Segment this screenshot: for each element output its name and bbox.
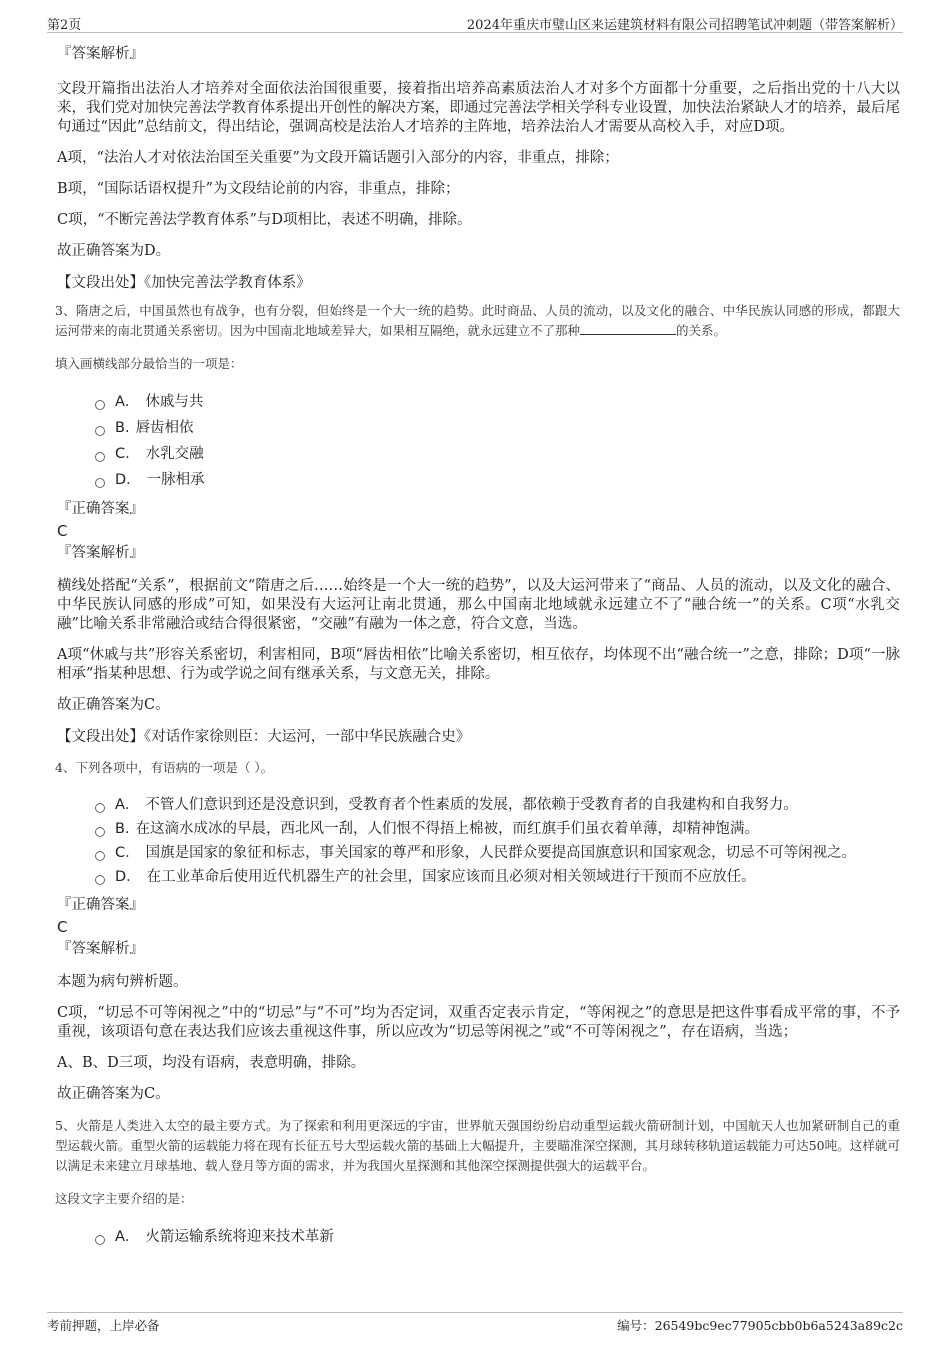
q3-stem-end: 的关系。: [676, 323, 727, 338]
q2-source: [57, 273, 900, 293]
radio-icon[interactable]: [95, 875, 105, 885]
radio-icon[interactable]: [95, 851, 105, 861]
source-title: 《对话作家徐则臣：大运河，一部中华民族融合史》: [144, 729, 471, 745]
q3-stem: [55, 301, 900, 341]
q3-option-a[interactable]: A． 休戚与共: [95, 389, 900, 415]
fill-blank: [580, 321, 676, 335]
q4-option-b[interactable]: B. 在这滴水成冰的早晨，西北风一刮，人们恨不得捂上棉被，而红旗手们虽衣着单薄，却精神饱满。: [95, 817, 900, 841]
source-label: 【文段出处】: [57, 275, 144, 291]
page-footer: [47, 1312, 903, 1337]
q4-options: [95, 793, 900, 889]
q4-analysis-p1: 本题为病句辨析题。: [57, 974, 188, 990]
q4-stem: 4、下列各项中，有语病的一项是（ ）。: [55, 760, 274, 775]
radio-icon[interactable]: [95, 400, 105, 410]
radio-icon[interactable]: [95, 478, 105, 488]
q3-source: [57, 727, 900, 747]
q3-option-d[interactable]: D． 一脉相承: [95, 467, 900, 493]
source-label: 【文段出处】: [57, 729, 144, 745]
q3-analysis-p1: 横线处搭配“关系”，根据前文“隋唐之后……始终是一个大一统的趋势”，以及大运河带来了“商品、人员的流动，以及文化的融合、中华民族认同感的形成”可知，如果没有大运河让南北贯通，那么中国南北地域就永远建立不了“融合统一”的关系。C项“水乳交融”比喻关系非常融洽或结合得很紧密，“交融”有融为一体之意，符合文意，当选。: [57, 578, 900, 632]
footer-slogan: 考前押题，上岸必备: [47, 1318, 160, 1333]
correct-answer-label: 『正确答案』: [57, 897, 144, 913]
q5-options: [95, 1224, 900, 1250]
q2-analysis-p1: 文段开篇指出法治人才培养对全面依法治国很重要，接着指出培养高素质法治人才对多个方面都十分重要，之后指出党的十八大以来，我们党对加快完善法学教育体系提出开创性的解决方案，即通过完善法学相关学科专业设置，加快法治紧缺人才的培养，最后尾句通过“因此”总结前文，得出结论，强调高校是法治人才培养的主阵地，培养法治人才需要从高校入手，对应D项。: [57, 81, 900, 135]
q4-option-c[interactable]: C． 国旗是国家的象征和标志，事关国家的尊严和形象，人民群众要提高国旗意识和国家观念，切忌不可等闲视之。: [95, 841, 900, 865]
q3-prompt: 填入画横线部分最恰当的一项是：: [55, 356, 243, 371]
radio-icon[interactable]: [95, 1235, 105, 1245]
q3-analysis-p2: A项“休戚与共”形容关系密切，利害相同，B项“唇齿相依”比喻关系密切，相互依存，均体现不出“融合统一”之意，排除；D项“一脉相承”指某种思想、行为或学说之间有继承关系，与文意无关，排除。: [57, 647, 900, 682]
analysis-label: 『答案解析』: [57, 941, 144, 957]
analysis-label: 『答案解析』: [57, 46, 144, 62]
source-title: 《加快完善法学教育体系》: [144, 275, 311, 291]
q4-analysis-p2: C项，“切忌不可等闲视之”中的“切忌”与“不可”均为否定词，双重否定表示肯定，“等闲视之”的意思是把这件事看成平常的事，不予重视，该项语句意在表达我们应该去重视这件事，所以应改为“切忌等闲视之”或“不可等闲视之”，存在语病，当选；: [57, 1005, 900, 1040]
q4-answer: C: [57, 918, 68, 936]
q5-stem: 5、火箭是人类进入太空的最主要方式。为了探索和利用更深远的宇宙，世界航天强国纷纷启动重型运载火箭研制计划，中国航天人也加紧研制自己的重型运载火箭。重型火箭的运载能力将在现有长征五号大型运载火箭的基础上大幅提升，主要瞄准深空探测，其月球转移轨道运载能力可达50吨。这样就可以满足未来建立月球基地、载人登月等方面的需求，并为我国火星探测和其他深空探测提供强大的运载平台。: [55, 1118, 900, 1173]
q5-prompt: 这段文字主要介绍的是：: [55, 1191, 193, 1206]
q3-options: [95, 389, 900, 493]
radio-icon[interactable]: [95, 426, 105, 436]
q4-analysis-p4: 故正确答案为C。: [57, 1086, 170, 1102]
q4-analysis-p3: A、B、D三项，均没有语病，表意明确，排除。: [57, 1055, 366, 1071]
correct-answer-label: 『正确答案』: [57, 501, 144, 517]
page-number: 第2页: [47, 18, 82, 33]
q2-analysis-p3: B项，“国际话语权提升”为文段结论前的内容，非重点，排除；: [57, 181, 460, 197]
q3-option-b[interactable]: B. 唇齿相依: [95, 415, 900, 441]
analysis-label: 『答案解析』: [57, 545, 144, 561]
document-title: 2024年重庆市璧山区来运建筑材料有限公司招聘笔试冲刺题（带答案解析）: [466, 18, 903, 33]
q4-option-a[interactable]: A． 不管人们意识到还是没意识到，受教育者个性素质的发展，都依赖于受教育者的自我建构和自我努力。: [95, 793, 900, 817]
q3-answer: C: [57, 522, 68, 540]
radio-icon[interactable]: [95, 803, 105, 813]
page-content: [55, 44, 900, 1256]
radio-icon[interactable]: [95, 827, 105, 837]
q5-option-a[interactable]: A． 火箭运输系统将迎来技术革新: [95, 1224, 900, 1250]
q3-analysis-p3: 故正确答案为C。: [57, 697, 170, 713]
q2-analysis-p4: C项，“不断完善法学教育体系”与D项相比，表述不明确，排除。: [57, 212, 472, 228]
q2-analysis-p5: 故正确答案为D。: [57, 243, 171, 259]
page-header: [47, 12, 903, 33]
q4-option-d[interactable]: D． 在工业革命后使用近代机器生产的社会里，国家应该而且必须对相关领域进行干预而不应放任。: [95, 865, 900, 889]
radio-icon[interactable]: [95, 452, 105, 462]
q3-stem-text: 3、隋唐之后，中国虽然也有战争，也有分裂，但始终是一个大一统的趋势。此时商品、人员的流动，以及文化的融合、中华民族认同感的形成，都跟大运河带来的南北贯通关系密切。因为中国南北地域差异大，如果相互隔绝，就永远建立不了那种: [55, 303, 900, 338]
q2-analysis-p2: A项，“法治人才对依法治国至关重要”为文段开篇话题引入部分的内容，非重点，排除；: [57, 150, 619, 166]
q3-option-c[interactable]: C． 水乳交融: [95, 441, 900, 467]
footer-serial: 编号：26549bc9ec77905cbb0b6a5243a89c2c: [617, 1318, 903, 1333]
